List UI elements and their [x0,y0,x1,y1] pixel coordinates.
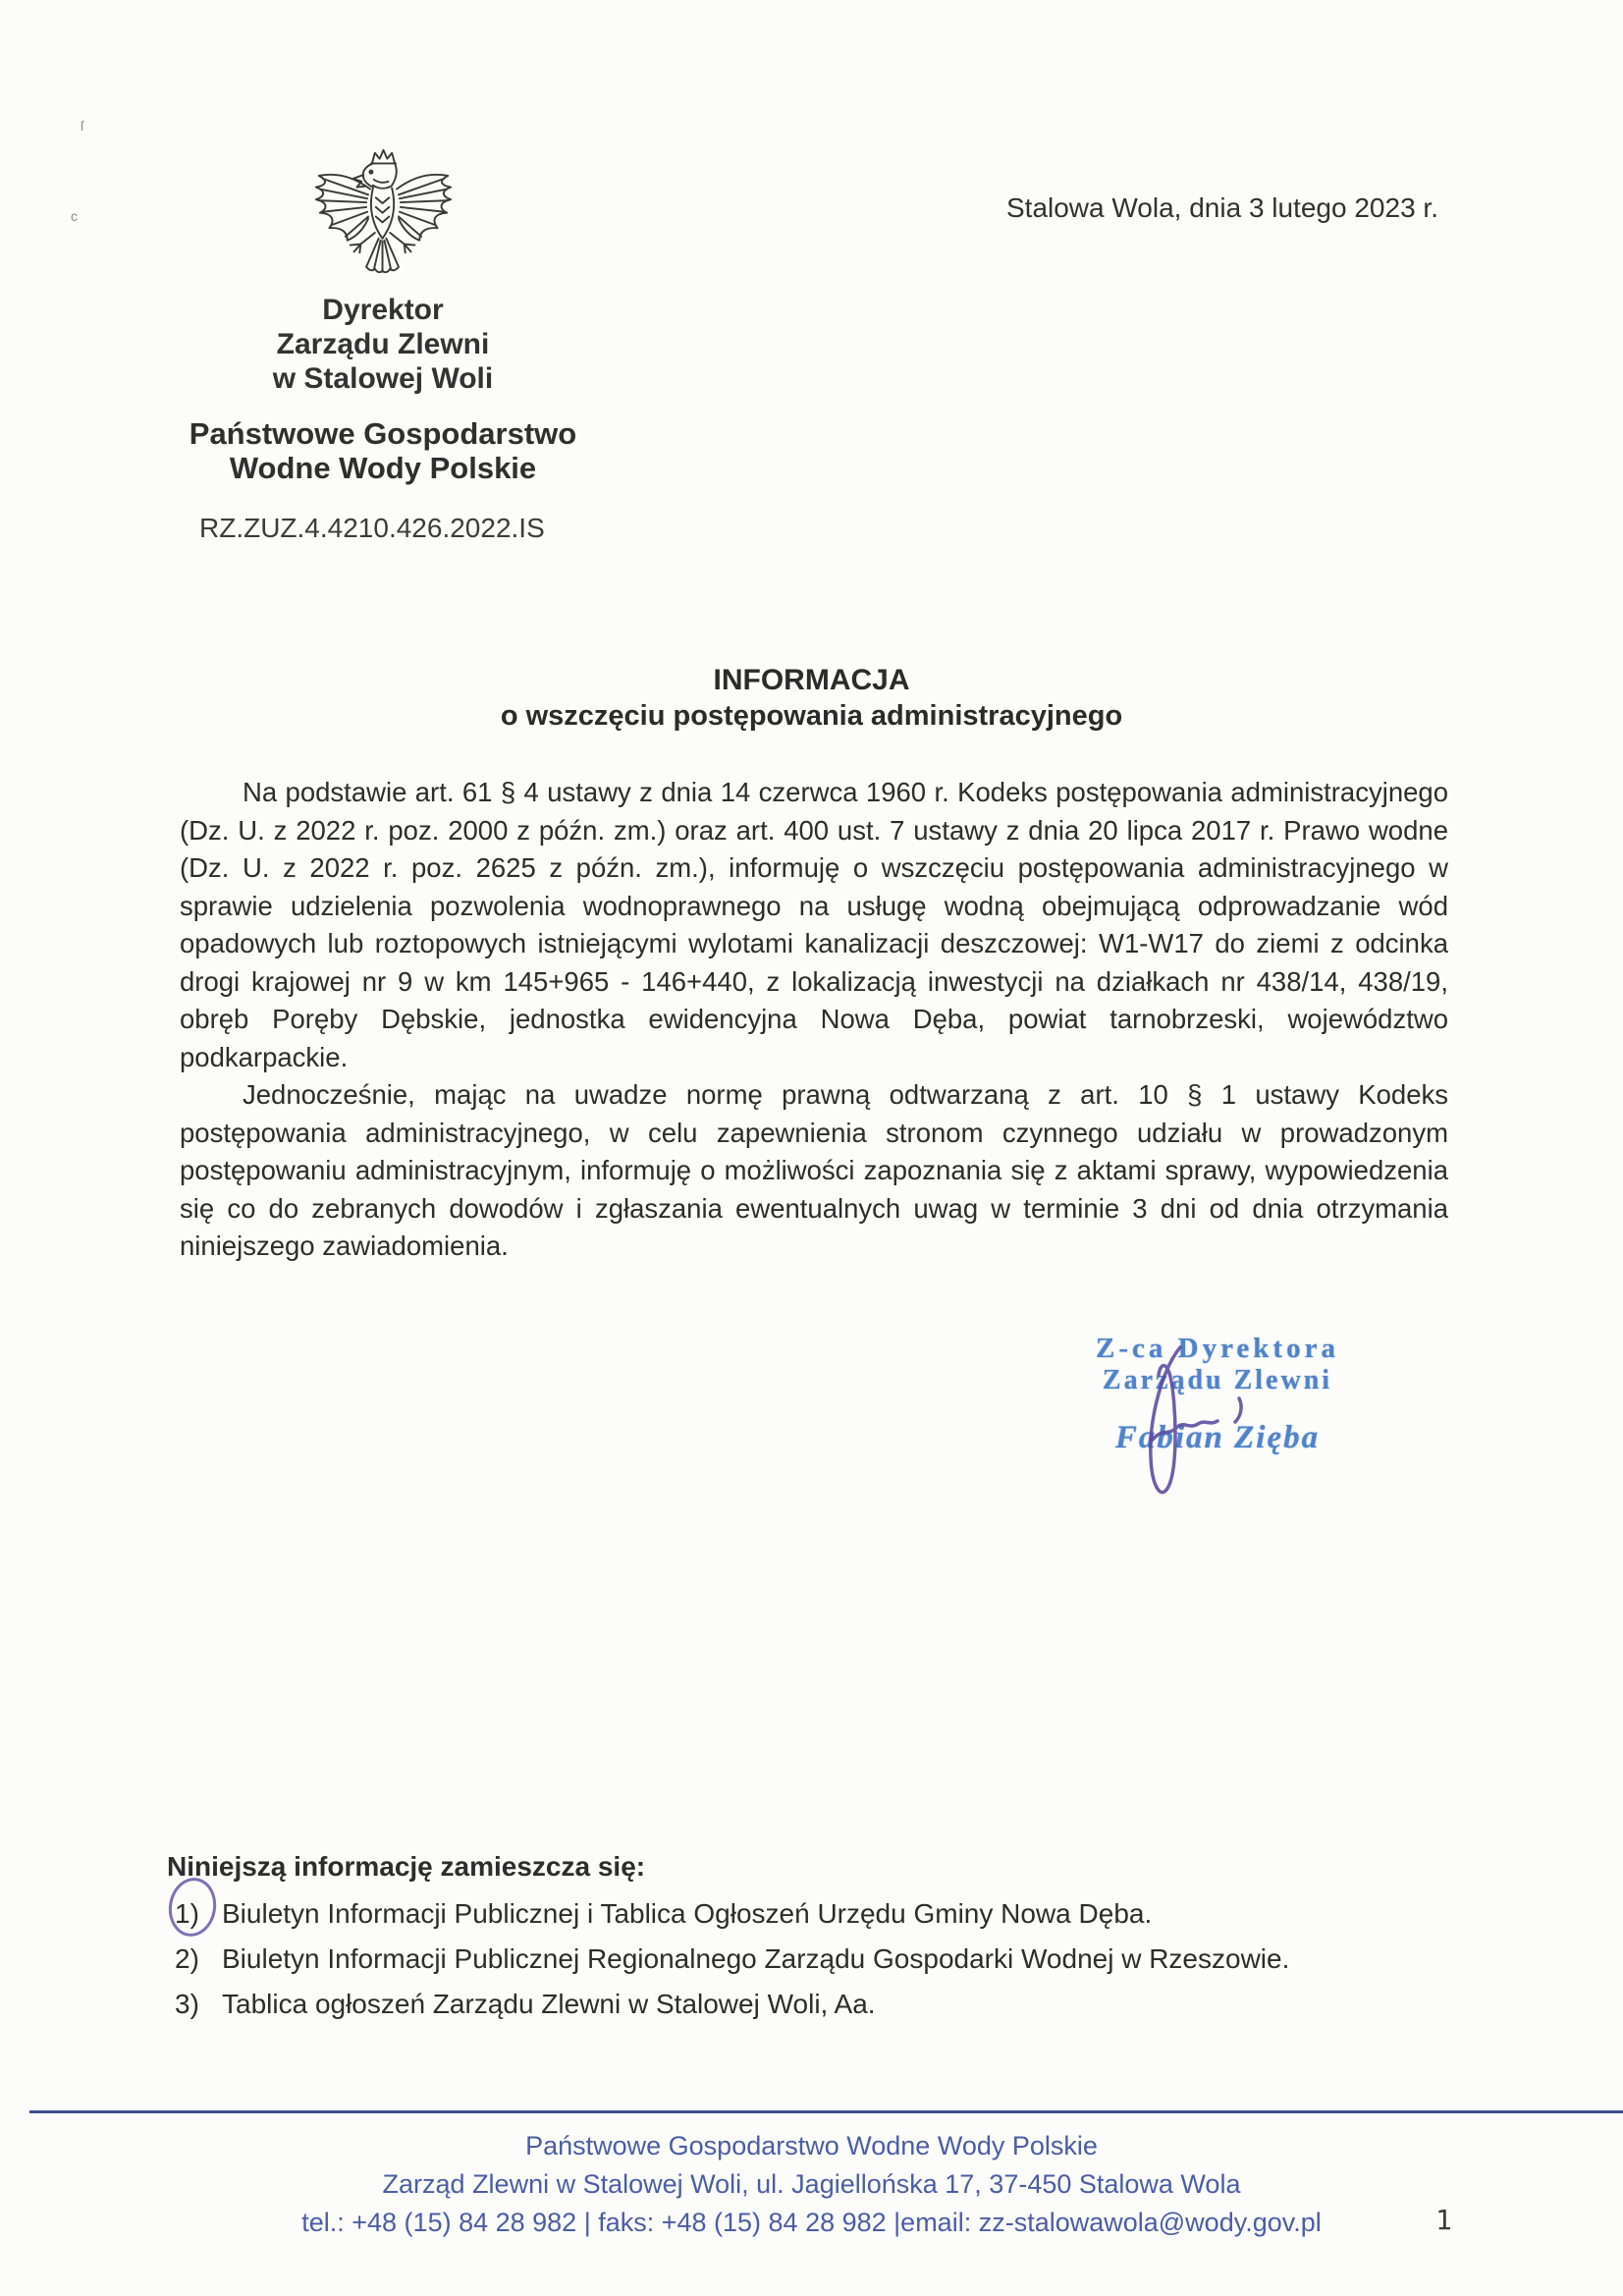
footer-contact-block [0,2127,1623,2242]
stamp-title-line: Zarządu Zlewni [1102,1365,1333,1395]
polish-eagle-emblem [307,147,460,290]
footer-line: Zarząd Zlewni w Stalowej Woli, ul. Jagiellońska 17, 37-450 Stalowa Wola [382,2169,1241,2199]
list-item [167,1982,1443,2027]
footer-divider-line [29,2110,1623,2113]
body-text [180,774,1448,1266]
scan-speck: c [71,208,78,224]
document-title-subtitle: o wszczęciu postępowania administracyjnego [500,700,1123,732]
page-number: 1 [1435,2204,1452,2236]
scan-speck: ſ [81,118,84,134]
handwritten-signature [1119,1341,1267,1518]
list-item-text: Biuletyn Informacji Publicznej i Tablica Ogłoszeń Urzędu Gminy Nowa Dęba. [222,1898,1153,1929]
list-item-number: 3) [175,1989,199,2019]
list-item-text: Biuletyn Informacji Publicznej Regionalnego Zarządu Gospodarki Wodnej w Rzeszowie. [222,1943,1290,1974]
office-title-line: Dyrektor [322,294,444,326]
stamp-title-line: Z-ca Dyrektora [1096,1333,1339,1364]
city-date-line: Stalowa Wola, dnia 3 lutego 2023 r. [1005,192,1438,223]
list-item-number: 1) [175,1898,199,1929]
institution-line: Państwowe Gospodarstwo [189,416,577,451]
office-title-line: w Stalowej Woli [272,362,494,395]
distribution-list [167,1850,1443,2027]
footer-line: Państwowe Gospodarstwo Wodne Wody Polskie [525,2131,1098,2160]
list-item [167,1891,1443,1937]
office-title-line: Zarządu Zlewni [276,328,490,360]
document-title-main: INFORMACJA [713,664,910,696]
body-paragraph: Jednocześnie, mając na uwadze normę prawną odtwarzaną z art. 10 § 1 ustawy Kodeks postępowania administracyjnego, w celu zapewnienia stronom czynnego udziału w prowadzonym postępowaniu administracyjnym, informuję o możliwości zapoznania się z aktami sprawy, wypowiedzenia się co do zebranych dowodów i zgłaszania ewentualnych uwag w terminie 3 dni od dnia otrzymania niniejszego zawiadomienia. [180,1079,1448,1261]
institution-name-block [187,416,579,485]
office-title-block [187,293,579,396]
case-reference-number: RZ.ZUZ.4.4210.426.2022.IS [199,513,545,543]
body-paragraph: Na podstawie art. 61 § 4 ustawy z dnia 14 czerwca 1960 r. Kodeks postępowania administracyjnego (Dz. U. z 2022 r. poz. 2000 z późn. zm.) oraz art. 400 ust. 7 ustawy z dnia 20 lipca 2017 r. Prawo wodne (Dz. U. z 2022 r. poz. 2625 z późn. zm.), informuję o wszczęciu postępowania administracyjnego w sprawie udzielenia pozwolenia wodnoprawnego na usługę wodną obejmującą odprowadzanie wód opadowych lub roztopowych istniejącymi wylotami kanalizacji deszczowej: W1-W17 do ziemi z odcinka drogi krajowej nr 9 w km 145+965 - 146+440, z lokalizacją inwestycji na działkach nr 438/14, 438/19, obręb Poręby Dębskie, jednostka ewidencyjna Nowa Dęba, powiat tarnobrzeski, województwo podkarpackie. [180,777,1448,1072]
list-item [167,1937,1443,1982]
institution-line: Wodne Wody Polskie [229,451,537,485]
list-item-number: 2) [175,1943,199,1974]
distribution-heading: Niniejszą informację zamieszcza się: [167,1851,646,1882]
document-title [0,662,1623,735]
footer-line: tel.: +48 (15) 84 28 982 | faks: +48 (15) 84 28 982 |email: zz-stalowawola@wody.gov.pl [301,2208,1322,2237]
signer-name: Fabian Zięba [1114,1420,1321,1455]
list-item-text: Tablica ogłoszeń Zarządu Zlewni w Stalowej Woli, Aa. [222,1989,876,2019]
